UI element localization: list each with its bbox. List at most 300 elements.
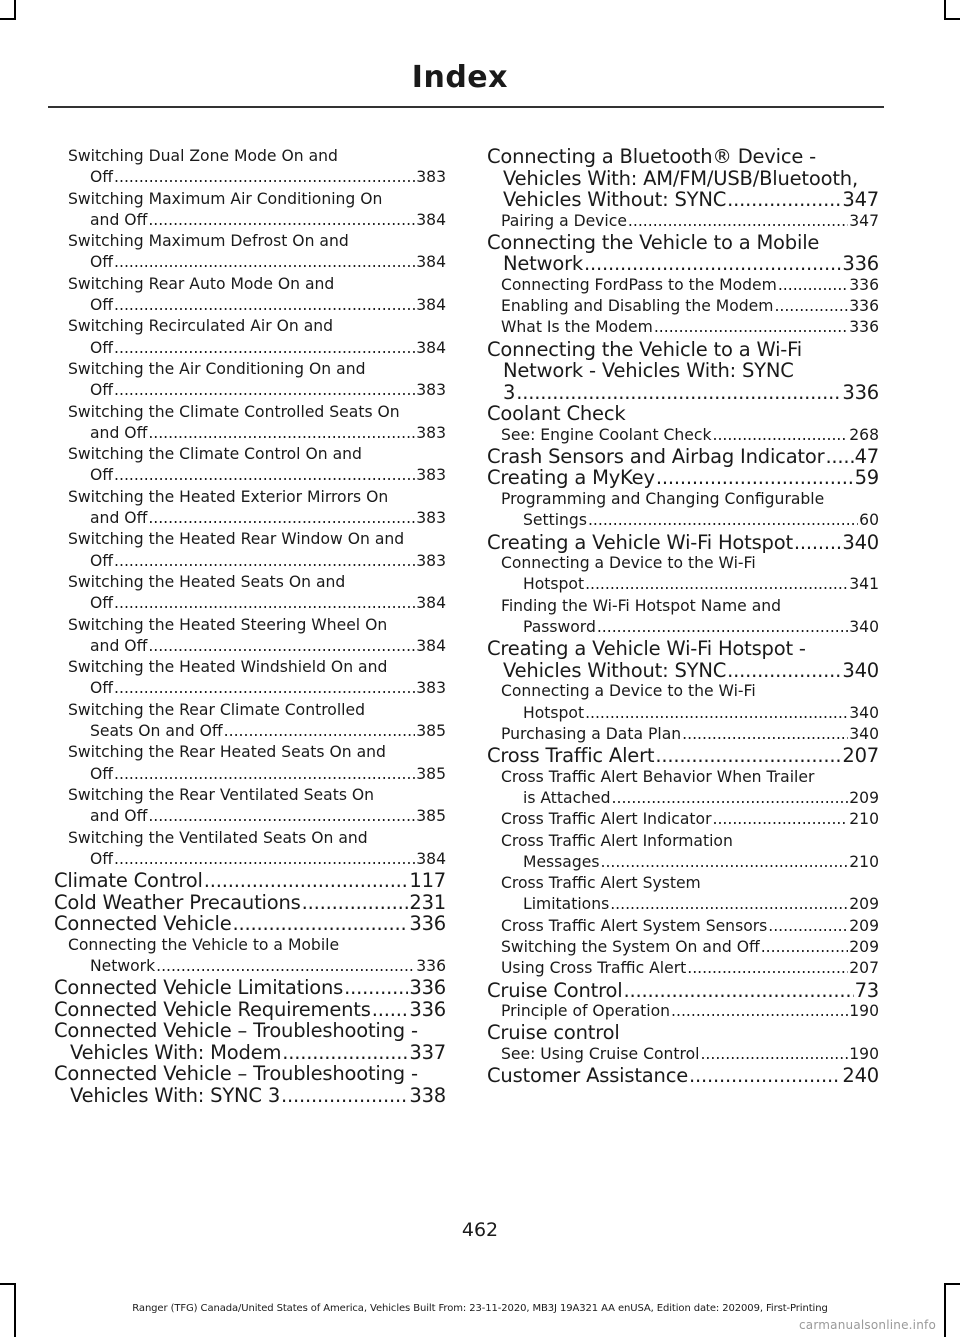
entry-line (68, 380, 446, 401)
index-subentry[interactable] (487, 937, 879, 958)
page-title: Index (411, 60, 508, 95)
entry-line (68, 764, 446, 785)
index-subentry[interactable] (487, 596, 879, 639)
index-subentry[interactable] (487, 1044, 879, 1065)
entry-text: What Is the Modem (501, 318, 653, 337)
dot-leader (344, 977, 408, 999)
page-ref: 383 (416, 509, 446, 528)
dot-leader (628, 211, 848, 232)
index-subentry[interactable] (54, 615, 446, 658)
page-ref: 384 (416, 296, 446, 315)
entry-text: Off (90, 466, 114, 485)
entry-text: Switching Recirculated Air On and (68, 317, 334, 336)
dot-leader (585, 574, 848, 595)
entry-text: Switching Maximum Defrost On and (68, 232, 349, 251)
entry-text: Vehicles Without: SYNC (503, 188, 727, 211)
dot-leader (671, 1001, 848, 1022)
index-subentry[interactable] (487, 1001, 879, 1022)
dot-leader (148, 423, 415, 444)
index-subentry[interactable] (54, 742, 446, 785)
dot-leader (114, 380, 415, 401)
entry-text: Hotspot (523, 703, 585, 722)
index-entry[interactable] (54, 1063, 446, 1106)
page-ref: 383 (416, 168, 446, 187)
entry-text: Switching the Heated Windshield On and (68, 658, 388, 677)
page-ref: 336 (842, 252, 879, 276)
entry-text: Using Cross Traffic Alert (501, 959, 687, 978)
page-ref: 338 (409, 1083, 446, 1107)
entry-line (487, 382, 879, 404)
entry-text: Switching the Heated Steering Wheel On (68, 615, 388, 634)
page-ref: 385 (416, 722, 446, 741)
entry-text: Off (90, 296, 114, 315)
edition-line: Ranger (TFG) Canada/United States of America, Vehicles Built From: 23-11-2020, MB3J 19A321 AA enUSA, Edition date: 202009, First-Printing (132, 1303, 828, 1314)
index-entry[interactable] (487, 1022, 879, 1044)
entry-text: Vehicles With: AM/FM/USB/Bluetooth, (503, 166, 858, 190)
index-entry[interactable] (54, 892, 446, 914)
dot-leader (282, 1042, 408, 1064)
dot-leader (156, 956, 415, 977)
index-subentry[interactable] (54, 444, 446, 487)
entry-text: Cross Traffic Alert System (501, 874, 701, 893)
page-ref: 268 (849, 425, 879, 444)
dot-leader (656, 467, 854, 489)
dot-leader (655, 745, 841, 767)
entry-line (68, 274, 446, 295)
entry-line (501, 1001, 879, 1022)
entry-text: Connecting a Device to the Wi-Fi (501, 682, 756, 701)
dot-leader (224, 721, 416, 742)
entry-text: Connecting the Vehicle to a Mobile (68, 935, 340, 954)
page-ref: 340 (849, 617, 879, 636)
entry-text: Switching the Heated Rear Window On and (68, 530, 405, 549)
page-ref: 347 (842, 188, 879, 211)
index-subentry[interactable] (487, 489, 879, 532)
crop-mark-top-right-h (944, 18, 960, 20)
index-entry[interactable] (54, 999, 446, 1021)
index-subentry[interactable] (54, 231, 446, 274)
entry-text: Vehicles Without: SYNC (503, 658, 727, 682)
entry-text: Off (90, 849, 114, 868)
entry-line (501, 596, 879, 617)
entry-text: Cruise control (487, 1021, 620, 1045)
entry-text: 3 (503, 380, 516, 404)
index-subentry[interactable] (54, 828, 446, 871)
dot-leader (372, 999, 409, 1021)
entry-text: Purchasing a Data Plan (501, 724, 682, 743)
page-ref: 231 (409, 890, 446, 914)
entry-line (68, 487, 446, 508)
index-subentry[interactable] (54, 529, 446, 572)
entry-line (54, 999, 446, 1021)
index-entry[interactable] (487, 467, 879, 489)
entry-line (68, 252, 446, 273)
entry-line (68, 316, 446, 337)
entry-text: Switching the Ventilated Seats On and (68, 828, 368, 847)
index-subentry[interactable] (54, 316, 446, 359)
index-entry[interactable] (487, 1065, 879, 1087)
entry-line (68, 465, 446, 486)
entry-line (54, 892, 446, 914)
entry-line (54, 1042, 446, 1064)
page-ref: 336 (849, 275, 879, 294)
entry-line (54, 913, 446, 935)
index-subentry[interactable] (54, 487, 446, 530)
entry-text: Connected Vehicle Limitations (54, 976, 344, 1000)
entry-line (68, 402, 446, 423)
entry-text: Customer Assistance (487, 1064, 689, 1088)
page-ref: 47 (854, 444, 879, 468)
entry-text: is Attached (523, 788, 611, 807)
index-subentry[interactable] (487, 681, 879, 724)
dot-leader (623, 980, 853, 1002)
page-ref: 385 (416, 807, 446, 826)
page-ref: 190 (849, 1044, 879, 1063)
entry-text: Connecting FordPass to the Modem (501, 275, 777, 294)
entry-line (68, 295, 446, 316)
entry-line (501, 617, 879, 638)
entry-line (501, 767, 879, 788)
page-ref: 73 (854, 978, 879, 1002)
entry-line (487, 638, 879, 660)
dot-leader (114, 551, 415, 572)
index-entry[interactable] (54, 1020, 446, 1063)
page-ref: 383 (416, 381, 446, 400)
page-ref: 207 (849, 959, 879, 978)
entry-text: Off (90, 594, 114, 613)
crop-mark-top-left-h (0, 18, 16, 20)
entry-text: Limitations (523, 895, 610, 914)
entry-text: Finding the Wi-Fi Hotspot Name and (501, 596, 782, 615)
entry-line (501, 916, 879, 937)
dot-leader (148, 210, 415, 231)
entry-text: Cross Traffic Alert System Sensors (501, 916, 768, 935)
index-subentry[interactable] (54, 189, 446, 232)
dot-leader (700, 1044, 848, 1065)
entry-text: and Off (90, 423, 148, 442)
index-entry[interactable] (487, 232, 879, 275)
entry-text: Switching the Rear Climate Controlled (68, 700, 365, 719)
entry-text: Connecting a Device to the Wi-Fi (501, 554, 756, 573)
entry-line (68, 956, 446, 977)
entry-text: Crash Sensors and Airbag Indicator (487, 444, 825, 468)
index-subentry[interactable] (487, 275, 879, 296)
entry-line (501, 425, 879, 446)
entry-line (68, 721, 446, 742)
dot-leader (516, 382, 841, 404)
index-subentry[interactable] (54, 935, 446, 978)
entry-text: Connecting a Bluetooth® Device - (487, 145, 817, 168)
page-ref: 190 (849, 1002, 879, 1021)
entry-line (501, 724, 879, 745)
index-entry[interactable] (487, 980, 879, 1002)
index-entry[interactable] (487, 339, 879, 404)
entry-line (68, 359, 446, 380)
entry-text: Hotspot (523, 575, 585, 594)
entry-line (501, 275, 879, 296)
entry-line (501, 831, 879, 852)
dot-leader (687, 958, 848, 979)
entry-text: Switching Maximum Air Conditioning On (68, 189, 383, 208)
entry-text: Cold Weather Precautions (54, 890, 301, 914)
entry-line (68, 636, 446, 657)
entry-line (487, 1022, 879, 1044)
entry-text: Switching Rear Auto Mode On and (68, 274, 335, 293)
page-ref: 385 (416, 764, 446, 783)
entry-line (487, 253, 879, 275)
entry-line (487, 360, 879, 382)
dot-leader (148, 636, 415, 657)
index-subentry[interactable] (487, 831, 879, 874)
dot-leader (588, 510, 858, 531)
index-subentry[interactable] (487, 296, 879, 317)
dot-leader (204, 870, 409, 892)
page-ref: 336 (409, 976, 446, 1000)
entry-line (68, 657, 446, 678)
dot-leader (610, 894, 848, 915)
page-ref: 210 (849, 810, 879, 829)
entry-text: Creating a MyKey (487, 466, 655, 490)
dot-leader (114, 849, 415, 870)
dot-leader (727, 660, 841, 682)
dot-leader (114, 295, 415, 316)
dot-leader (689, 1065, 841, 1087)
index-column-right (487, 146, 879, 1087)
index-subentry[interactable] (54, 359, 446, 402)
index-subentry[interactable] (487, 767, 879, 810)
entry-line (54, 977, 446, 999)
entry-text: and Off (90, 636, 148, 655)
index-entry[interactable] (487, 146, 879, 211)
index-subentry[interactable] (487, 809, 879, 830)
entry-line (487, 660, 879, 682)
dot-leader (600, 852, 848, 873)
index-subentry[interactable] (54, 146, 446, 189)
page-number: 462 (461, 1219, 499, 1241)
index-subentry[interactable] (54, 657, 446, 700)
entry-text: Off (90, 551, 114, 570)
dot-leader (654, 317, 848, 338)
entry-line (68, 593, 446, 614)
page-ref: 336 (849, 318, 879, 337)
page-ref: 383 (416, 551, 446, 570)
page-ref: 209 (849, 938, 879, 957)
crop-mark-bottom-right-h (944, 1283, 960, 1285)
entry-text: Pairing a Device (501, 211, 627, 230)
page-ref: 240 (842, 1064, 879, 1088)
index-subentry[interactable] (487, 916, 879, 937)
index-subentry[interactable] (487, 724, 879, 745)
entry-text: Switching the Air Conditioning On and (68, 359, 366, 378)
dot-leader (114, 465, 415, 486)
dot-leader (713, 809, 849, 830)
entry-line (487, 745, 879, 767)
entry-line (68, 167, 446, 188)
entry-line (54, 1020, 446, 1042)
entry-line (68, 700, 446, 721)
entry-text: Programming and Changing Configurable (501, 489, 825, 508)
page-ref: 60 (859, 511, 879, 530)
entry-text: Cross Traffic Alert Indicator (501, 810, 712, 829)
dot-leader (778, 275, 848, 296)
entry-line (54, 1063, 446, 1085)
entry-line (487, 403, 879, 425)
entry-text: Enabling and Disabling the Modem (501, 297, 774, 316)
entry-line (68, 189, 446, 210)
index-subentry[interactable] (487, 317, 879, 338)
index-subentry[interactable] (54, 785, 446, 828)
entry-line (68, 508, 446, 529)
index-entry[interactable] (54, 913, 446, 935)
entry-line (501, 574, 879, 595)
entry-line (501, 296, 879, 317)
crop-mark-top-right (944, 0, 946, 20)
entry-line (501, 894, 879, 915)
page-ref: 340 (849, 724, 879, 743)
entry-text: Vehicles With: Modem (70, 1040, 282, 1064)
entry-text: and Off (90, 210, 148, 229)
entry-line (487, 168, 879, 190)
page-ref: 117 (409, 869, 446, 893)
entry-text: Switching the Heated Exterior Mirrors On (68, 487, 389, 506)
index-column-left (54, 146, 446, 1106)
entry-text: Switching the Climate Controlled Seats On (68, 402, 400, 421)
dot-leader (148, 806, 415, 827)
index-subentry[interactable] (54, 572, 446, 615)
entry-text: Cross Traffic Alert Behavior When Trailer (501, 767, 815, 786)
index-subentry[interactable] (54, 274, 446, 317)
page-ref: 209 (849, 916, 879, 935)
entry-line (487, 980, 879, 1002)
entry-line (501, 852, 879, 873)
entry-line (501, 809, 879, 830)
entry-text: Connected Vehicle – Troubleshooting - (54, 1062, 418, 1086)
dot-leader (597, 617, 848, 638)
entry-text: Connected Vehicle Requirements (54, 997, 371, 1021)
entry-line (501, 958, 879, 979)
entry-line (487, 189, 879, 211)
page-ref: 384 (416, 210, 446, 229)
page-ref: 383 (416, 679, 446, 698)
dot-leader (148, 508, 415, 529)
index-entry[interactable] (54, 870, 446, 892)
entry-text: Cross Traffic Alert (487, 744, 655, 768)
entry-line (68, 210, 446, 231)
page-ref: 340 (849, 703, 879, 722)
crop-mark-top-left (14, 0, 16, 20)
index-subentry[interactable] (54, 700, 446, 743)
entry-text: Creating a Vehicle Wi-Fi Hotspot (487, 530, 793, 554)
page-ref: 383 (416, 423, 446, 442)
dot-leader (302, 892, 409, 914)
entry-line (68, 828, 446, 849)
index-entry[interactable] (54, 977, 446, 999)
entry-line (68, 742, 446, 763)
page-ref: 383 (416, 466, 446, 485)
entry-line (501, 317, 879, 338)
entry-text: Coolant Check (487, 402, 626, 426)
entry-text: and Off (90, 509, 148, 528)
dot-leader (114, 338, 415, 359)
entry-text: Network (90, 956, 156, 975)
entry-text: and Off (90, 807, 148, 826)
entry-line (68, 423, 446, 444)
dot-leader (114, 764, 415, 785)
page-ref: 347 (849, 211, 879, 230)
index-entry[interactable] (487, 532, 879, 554)
index-entry[interactable] (487, 638, 879, 681)
dot-leader (825, 446, 853, 468)
dot-leader (114, 167, 415, 188)
page-ref: 59 (854, 466, 879, 490)
dot-leader (114, 678, 415, 699)
entry-text: Climate Control (54, 869, 203, 893)
entry-line (68, 849, 446, 870)
entry-text: Off (90, 764, 114, 783)
entry-line (68, 551, 446, 572)
page-ref: 336 (842, 380, 879, 404)
dot-leader (612, 788, 849, 809)
index-subentry[interactable] (487, 425, 879, 446)
entry-line (501, 873, 879, 894)
page-ref: 207 (842, 744, 879, 768)
entry-text: Off (90, 253, 114, 272)
index-entry[interactable] (487, 446, 879, 468)
index-subentry[interactable] (54, 402, 446, 445)
entry-line (501, 489, 879, 510)
entry-text: Connected Vehicle – Troubleshooting - (54, 1019, 418, 1043)
entry-text: Switching the System On and Off (501, 938, 760, 957)
entry-line (501, 510, 879, 531)
entry-text: Connected Vehicle (54, 912, 232, 936)
entry-line (68, 785, 446, 806)
page-ref: 336 (409, 997, 446, 1021)
entry-text: See: Engine Coolant Check (501, 425, 712, 444)
page-ref: 340 (842, 658, 879, 682)
dot-leader (281, 1085, 408, 1107)
entry-line (501, 1044, 879, 1065)
entry-text: Network - Vehicles With: SYNC (503, 359, 794, 383)
page-ref: 210 (849, 852, 879, 871)
entry-text: Password (523, 617, 596, 636)
dot-leader (585, 703, 848, 724)
entry-line (487, 232, 879, 254)
entry-line (501, 681, 879, 702)
page-ref: 336 (849, 297, 879, 316)
entry-line (501, 788, 879, 809)
index-entry[interactable] (487, 745, 879, 767)
dot-leader (768, 916, 848, 937)
entry-line (68, 444, 446, 465)
index-subentry[interactable] (487, 873, 879, 916)
dot-leader (712, 425, 848, 446)
page-ref: 336 (409, 912, 446, 936)
index-subentry[interactable] (487, 958, 879, 979)
entry-line (487, 146, 879, 168)
entry-text: Switching the Climate Control On and (68, 445, 362, 464)
page-ref: 209 (849, 895, 879, 914)
header-divider (48, 106, 884, 108)
index-entry[interactable] (487, 403, 879, 425)
index-subentry[interactable] (487, 553, 879, 596)
index-subentry[interactable] (487, 211, 879, 232)
entry-text: Switching the Rear Ventilated Seats On (68, 785, 375, 804)
entry-text: Creating a Vehicle Wi-Fi Hotspot - (487, 637, 806, 661)
entry-line (501, 553, 879, 574)
page-ref: 384 (416, 849, 446, 868)
entry-text: Principle of Operation (501, 1002, 671, 1021)
entry-line (54, 870, 446, 892)
